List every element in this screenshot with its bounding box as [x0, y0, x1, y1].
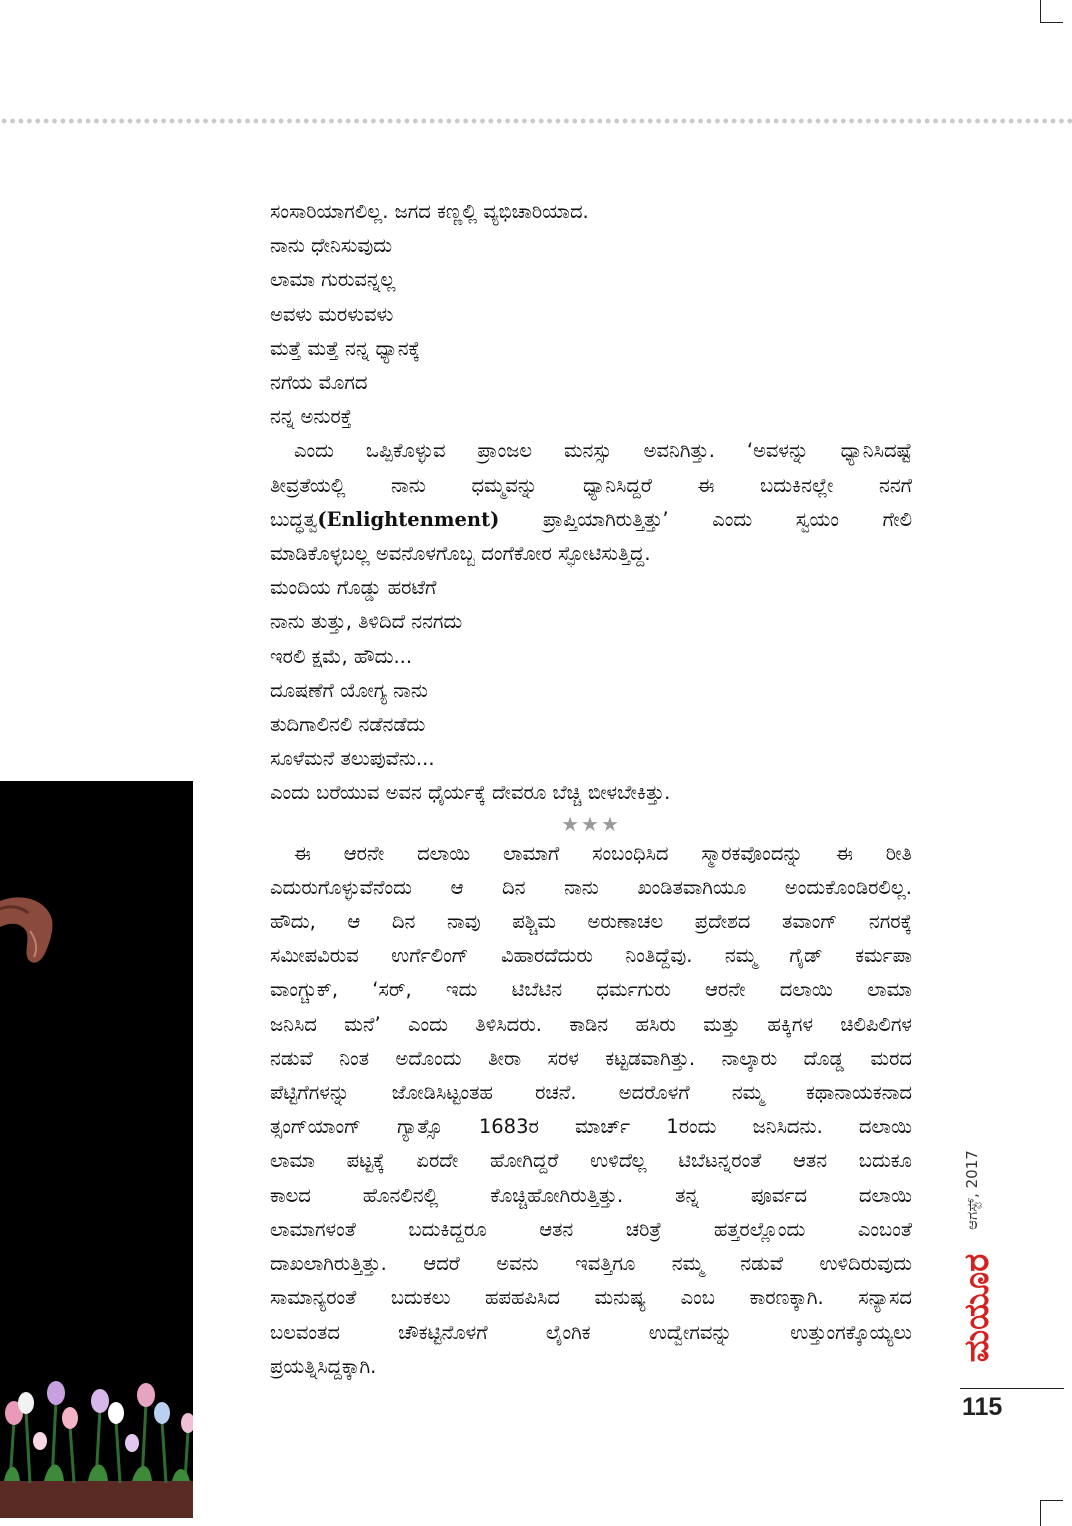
- verse-line: ಮಂದಿಯ ಗೊಡ್ಡು ಹರಟೆಗೆ: [270, 576, 437, 600]
- paragraph-line: ಲಾಮಾ ಪಟ್ಟಕ್ಕೆ ಏರದೇ ಹೋಗಿದ್ದರೆ ಉಳಿದೆಲ್ಲ ಟಿಬೆಟನ್ನರಂತೆ ಆತನ ಬದುಕೂ: [270, 1149, 912, 1173]
- section-separator: ★★★: [561, 811, 621, 836]
- text-fragment: ಪ್ರಾಪ್ತಿಯಾಗಿರುತ್ತಿತ್ತು’ ಎಂದು ಸ್ವಯಂ ಗೇಲಿ: [499, 507, 912, 531]
- paragraph-line: ಎಂದು ಒಪ್ಪಿಕೊಳ್ಳುವ ಪ್ರಾಂಜಲ ಮನಸ್ಸು ಅವನಿಗಿತ್ತು. ‘ಅವಳನ್ನು ಧ್ಯಾನಿಸಿದಷ್ಟೆ: [294, 439, 912, 463]
- paragraph-line: ಹೌದು, ಆ ದಿನ ನಾವು ಪಶ್ಚಿಮ ಅರುಣಾಚಲ ಪ್ರದೇಶದ ತವಾಂಗ್ ನಗರಕ್ಕೆ: [270, 910, 912, 934]
- verse-line: ದೂಷಣೆಗೆ ಯೋಗ್ಯ ನಾನು: [270, 678, 428, 702]
- crop-mark-top-right: [1040, 0, 1063, 23]
- paragraph-line: ತೀವ್ರತೆಯಲ್ಲಿ ನಾನು ಧಮ್ಮವನ್ನು ಧ್ಯಾನಿಸಿದ್ದರೆ ಈ ಬದುಕಿನಲ್ಲೇ ನನಗೆ: [270, 473, 912, 497]
- photo-artwork: [0, 781, 193, 1518]
- magazine-logo-text: ಮಯೂರ: [957, 1253, 997, 1363]
- verse-line: ನಾನು ತುತ್ತು, ತಿಳಿದಿದೆ ನನಗದು: [270, 610, 463, 634]
- paragraph-line: ಸಮೀಪವಿರುವ ಉರ್ಗೆಲಿಂಗ್ ವಿಹಾರದೆದುರು ನಿಂತಿದ್ದೆವು. ನಮ್ಮ ಗೈಡ್ ಕರ್ಮಪಾ: [270, 944, 912, 968]
- magazine-logo: [957, 1250, 997, 1366]
- verse-line: ಮತ್ತೆ ಮತ್ತೆ ನನ್ನ ಧ್ಯಾನಕ್ಕೆ: [270, 336, 420, 360]
- issue-date-text: ಆಗಸ್ಟ್, 2017: [963, 1150, 982, 1230]
- verse-line: ಸೂಳೆಮನೆ ತಲುಪುವೆನು...: [270, 747, 435, 771]
- english-term: (Enlightenment): [317, 507, 500, 531]
- verse-line: ಅವಳು ಮರಳುವಳು: [270, 302, 394, 326]
- verse-line: ಸಂಸಾರಿಯಾಗಲಿಲ್ಲ. ಜಗದ ಕಣ್ಣಲ್ಲಿ ವ್ಯಭಿಚಾರಿಯಾದ.: [270, 200, 589, 223]
- paragraph-line: ಎದುರುಗೊಳ್ಳುವೆನೆಂದು ಆ ದಿನ ನಾನು ಖಂಡಿತವಾಗಿಯೂ ಅಂದುಕೊಂಡಿರಲಿಲ್ಲ.: [270, 875, 912, 899]
- paragraph-line: ಬಲವಂತದ ಚೌಕಟ್ಟಿನೊಳಗೆ ಲೈಂಗಿಕ ಉದ್ವೇಗವನ್ನು ಉತ್ತುಂಗಕ್ಕೊಯ್ಯಲು: [270, 1320, 912, 1344]
- paragraph-line: ಪೆಟ್ಟಿಗೆಗಳನ್ನು ಜೋಡಿಸಿಟ್ಟಂತಹ ರಚನೆ. ಅದರೊಳಗೆ ನಮ್ಮ ಕಥಾನಾಯಕನಾದ: [270, 1081, 912, 1105]
- page-number: 115: [962, 1393, 1003, 1421]
- verse-line: ಲಾಮಾ ಗುರುವನ್ನಲ್ಲ: [270, 268, 396, 292]
- verse-line: ನಾನು ಧೇನಿಸುವುದು: [270, 234, 393, 258]
- paragraph-line: ವಾಂಗ್ಚುಕ್, ‘ಸರ್, ಇದು ಟಿಬೆಟಿನ ಧರ್ಮಗುರು ಆರನೇ ದಲಾಯಿ ಲಾಮಾ: [270, 978, 912, 1002]
- verse-line: ಇರಲಿ ಕ್ಷಮೆ, ಹೌದು...: [270, 644, 413, 668]
- paragraph-line: ದಾಖಲಾಗಿರುತ್ತಿತ್ತು. ಆದರೆ ಅವನು ಇವತ್ತಿಗೂ ನಮ್ಮ ನಡುವೆ ಉಳಿದಿರುವುದು: [270, 1252, 912, 1276]
- paragraph-line: ಪ್ರಯತ್ನಿಸಿದ್ದಕ್ಕಾಗಿ.: [270, 1354, 377, 1378]
- paragraph-line: ನಡುವೆ ನಿಂತ ಅದೊಂದು ತೀರಾ ಸರಳ ಕಟ್ಟಡವಾಗಿತ್ತು. ನಾಲ್ಕಾರು ದೊಡ್ಡ ಮರದ: [270, 1046, 912, 1070]
- paragraph-line: ಜನಿಸಿದ ಮನೆ’ ಎಂದು ತಿಳಿಸಿದರು. ಕಾಡಿನ ಹಸಿರು ಮತ್ತು ಹಕ್ಕಿಗಳ ಚಿಲಿಪಿಲಿಗಳ: [270, 1012, 912, 1036]
- paragraph-line: ಸಾಮಾನ್ಯರಂತೆ ಬದುಕಲು ಹಪಹಪಿಸಿದ ಮನುಷ್ಯ ಎಂಬ ಕಾರಣಕ್ಕಾಗಿ. ಸನ್ಯಾಸದ: [270, 1286, 912, 1310]
- paragraph-line: [270, 503, 912, 537]
- issue-date: [952, 1140, 992, 1240]
- verse-line: ನಗೆಯ ಮೊಗದ: [270, 371, 368, 395]
- verse-line: ತುದಿಗಾಲಿನಲಿ ನಡೆನಡೆದು: [270, 713, 426, 737]
- flowers-icon: [0, 1381, 193, 1518]
- paragraph-line: ಈ ಆರನೇ ದಲಾಯಿ ಲಾಮಾಗೆ ಸಂಬಂಧಿಸಿದ ಸ್ಮಾರಕವೊಂದನ್ನು ಈ ರೀತಿ: [294, 841, 912, 865]
- dotted-divider: [0, 117, 1072, 125]
- paragraph-line: ಎಂದು ಬರೆಯುವ ಅವನ ಧೈರ್ಯಕ್ಕೆ ದೇವರೂ ಬೆಚ್ಚಿ ಬೀಳಬೇಕಿತ್ತು.: [270, 781, 671, 805]
- side-photo: [0, 781, 193, 1518]
- paragraph-line: ಕಾಲದ ಹೊನಲಿನಲ್ಲಿ ಕೊಚ್ಚಿಹೋಗಿರುತ್ತಿತ್ತು. ತನ್ನ ಪೂರ್ವದ ದಲಾಯಿ: [270, 1183, 912, 1207]
- paragraph-line: ತ್ಸಂಗ್‌ಯಾಂಗ್ ಗ್ಯಾತ್ಸೊ 1683ರ ಮಾರ್ಚ್ 1ರಂದು ಜನಿಸಿದನು. ದಲಾಯಿ: [270, 1115, 912, 1139]
- crop-mark-bottom-right: [1040, 1500, 1063, 1526]
- paragraph-line: ಮಾಡಿಕೊಳ್ಳಬಲ್ಲ ಅವನೊಳಗೊಬ್ಬ ದಂಗೆಕೋರ ಸ್ಫೋಟಿಸುತ್ತಿದ್ದ.: [270, 542, 651, 566]
- text-fragment: ಬುದ್ಧತ್ವ: [270, 507, 318, 531]
- article-text: [270, 195, 912, 1384]
- verse-line: ನನ್ನ ಅನುರಕ್ತೆ: [270, 405, 352, 429]
- paragraph-line: ಲಾಮಾಗಳಂತೆ ಬದುಕಿದ್ದರೂ ಆತನ ಚರಿತ್ರೆ ಹತ್ತರಲ್ಲೊಂದು ಎಂಬಂತೆ: [270, 1217, 912, 1241]
- page-number-rule: [960, 1388, 1064, 1389]
